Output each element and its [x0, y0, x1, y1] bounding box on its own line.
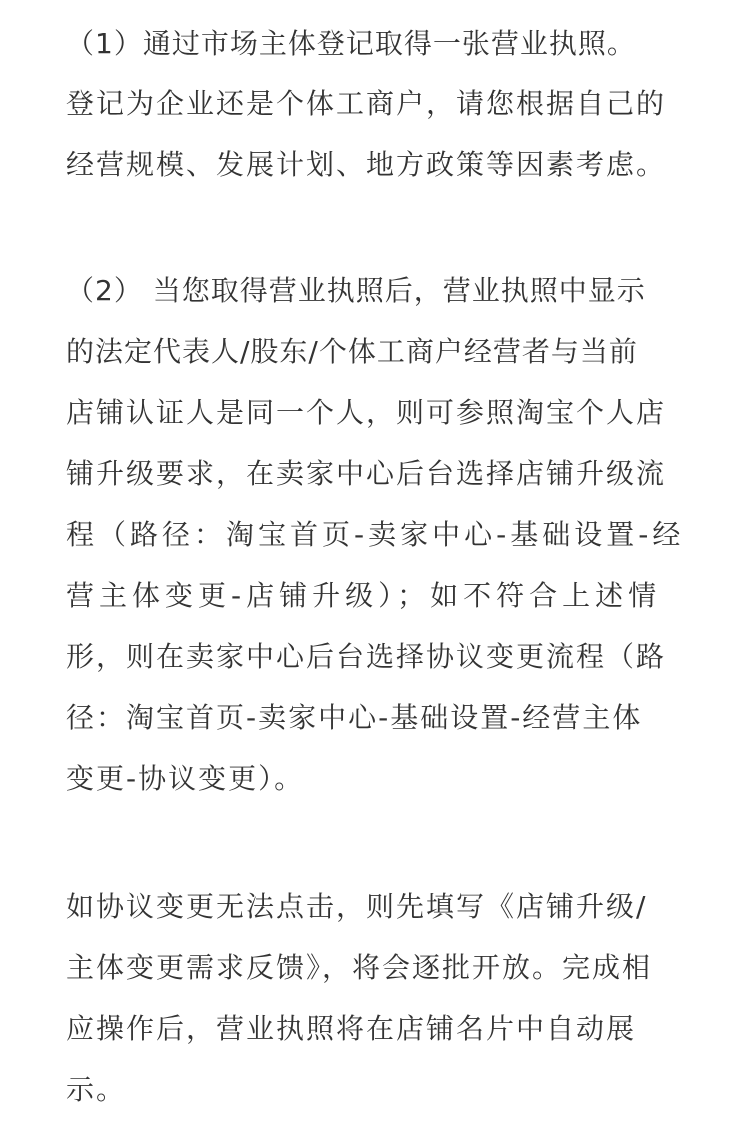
text-line: 经营规模、发展计划、地方政策等因素考虑。 — [66, 148, 667, 181]
text-line: 应操作后，营业执照将在店铺名片中自动展 — [66, 1012, 637, 1045]
text-line: 形，则在卖家中心后台选择协议变更流程（路 — [66, 640, 667, 673]
text-line: 径：淘宝首页-卖家中心-基础设置-经营主体 — [66, 701, 643, 734]
text-line: 的法定代表人/股东/个体工商户经营者与当前 — [66, 335, 638, 368]
text-line: （2） 当您取得营业执照后，营业执照中显示 — [66, 274, 646, 307]
text-line: 程（路径：淘宝首页-卖家中心-基础设置-经 — [66, 518, 685, 551]
text-line: 示。 — [66, 1073, 127, 1106]
text-line: （1）通过市场主体登记取得一张营业执照。 — [66, 27, 636, 60]
text-line: 登记为企业还是个体工商户，请您根据自己的 — [66, 87, 667, 120]
text-line: 主体变更需求反馈》，将会逐批开放。完成相 — [66, 951, 653, 984]
text-line: 变更-协议变更）。 — [66, 762, 305, 795]
text-line: 店铺认证人是同一个人，则可参照淘宝个人店 — [66, 396, 667, 429]
text-line: 铺升级要求，在卖家中心后台选择店铺升级流 — [66, 457, 667, 490]
text-line: 如协议变更无法点击，则先填写《店铺升级/ — [66, 890, 648, 923]
text-line: 营主体变更-店铺升级）；如不符合上述情 — [66, 579, 662, 612]
